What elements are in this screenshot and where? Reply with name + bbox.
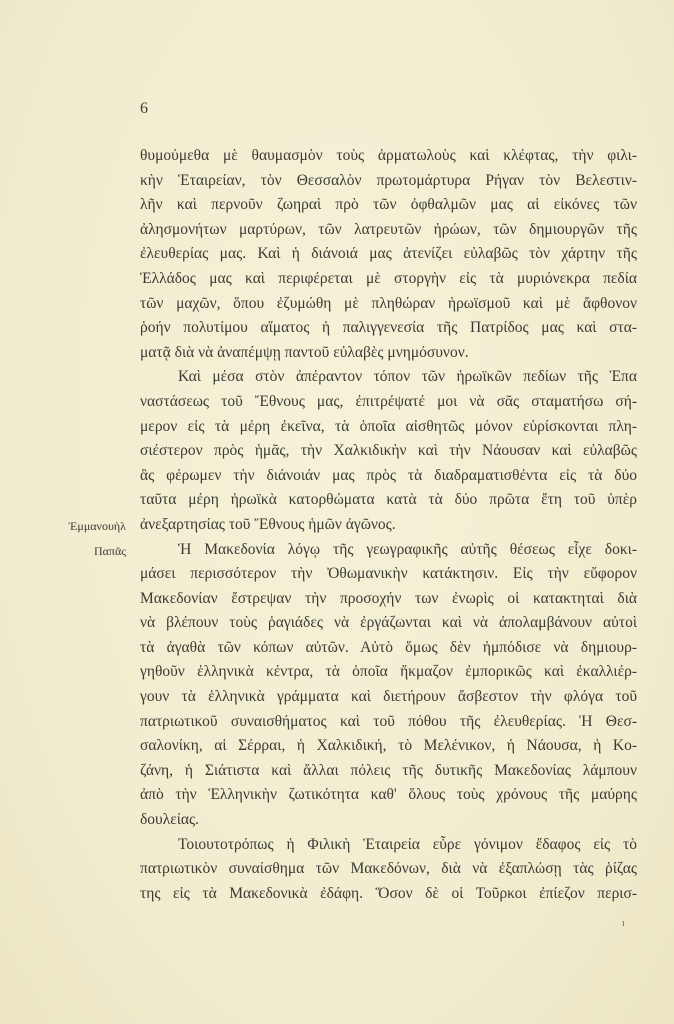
scan-speck: ı — [622, 918, 625, 929]
text-line: ἂς φέρωμεν τὴν διάνοιάν μας πρὸς τὰ διαδραματισθέντα εἰς τὰ δύο — [140, 466, 637, 484]
text-line: θυμούμεθα μὲ θαυμασμὸν τοὺς ἁρματωλοὺς καὶ κλέφτας, τὴν φιλι- — [140, 147, 637, 164]
paragraph — [140, 144, 637, 365]
text-line: γηθοῦν ἑλληνικὰ κέντρα, τὰ ὁποῖα ἤκμαζον ἐμπορικῶς καὶ ἐκαλλιέρ- — [140, 663, 637, 681]
text-line: τὰ ἀγαθὰ τῶν κόπων αὐτῶν. Αὐτὸ ὅμως δὲν ἠμπόδισε νὰ δημιουρ- — [140, 638, 637, 656]
margin-note-line: Ἐμμανουὴλ — [68, 519, 126, 533]
text-line: σιέστερον πρὸς ἡμᾶς, τὴν Χαλκιδικὴν καὶ τὴν Νάουσαν καὶ εὐλαβῶς — [140, 442, 637, 460]
text-line: της εἰς τὰ Μακεδονικὰ ἐδάφη. Ὅσον δὲ οἱ Τοῦρκοι ἐπίεζον περισ- — [140, 884, 637, 902]
text-line: ματᾷ διὰ νὰ ἀναπέμψῃ παντοῦ εὐλαβὲς μνημόσυνον. — [140, 343, 469, 361]
paragraph — [140, 538, 637, 833]
text-line: κὴν Ἑταιρείαν, τὸν Θεσσαλὸν πρωτομάρτυρα Ρήγαν τὸν Βελεστιν- — [140, 171, 637, 189]
text-line: ζάνη, ἡ Σιάτιστα καὶ ἄλλαι πόλεις τῆς δυτικῆς Μακεδονίας λάμπουν — [140, 761, 637, 779]
text-line: λῆν καὶ περνοῦν ζωηραὶ πρὸ τῶν ὀφθαλμῶν μας αἱ εἰκόνες τῶν — [140, 196, 637, 214]
text-line: ναστάσεως τοῦ Ἔθνους μας, ἐπιτρέψατέ μοι νὰ σᾶς σταματήσω σή- — [140, 392, 637, 410]
text-line: Τοιουτοτρόπως ἡ Φιλικὴ Ἑταιρεία εὗρε γόνιμον ἔδαφος εἰς τὸ — [178, 835, 637, 853]
text-line: πατριωτικοῦ συναισθήματος καὶ τοῦ πόθου τῆς ἐλευθερίας. Ἡ Θεσ- — [140, 712, 637, 730]
text-line: Καὶ μέσα στὸν ἀπέραντον τόπον τῶν ἡρωϊκῶν πεδίων τῆς Ἐπα — [178, 368, 637, 386]
text-line: Μακεδονίαν ἔστρεψαν τὴν προσοχήν των ἐνωρὶς οἱ κατακτηταὶ διὰ — [140, 589, 637, 607]
paragraph — [140, 833, 637, 907]
page-number: 6 — [140, 100, 148, 117]
text-line: ἀνεξαρτησίας τοῦ Ἔθνους ἡμῶν ἀγῶνος. — [140, 515, 396, 533]
text-line: τῶν μαχῶν, ὅπου ἐζυμώθη μὲ πληθώραν ἡρωϊσμοῦ καὶ μὲ ἄφθονον — [140, 294, 637, 312]
text-line: γουν τὰ ἑλληνικὰ γράμματα καὶ διετήρουν ἄσβεστον τὴν φλόγα τοῦ — [140, 688, 637, 706]
text-line: ἐλευθερίας μας. Καὶ ἡ διάνοιά μας ἀτενίζει εὐλαβῶς τὸν χάρτην τῆς — [140, 245, 637, 263]
text-line: δουλείας. — [140, 811, 200, 829]
text-line: ἀπὸ τὴν Ἑλληνικὴν ζωτικότητα καθ' ὅλους τοὺς χρόνους τῆς μαύρης — [140, 786, 637, 804]
text-line: μάσει περισσότερον τὴν Ὀθωμανικὴν κατάκτησιν. Εἰς τὴν εὔφορον — [140, 565, 637, 583]
body-text — [140, 144, 637, 906]
text-line: ταῦτα μέρη ἡρωϊκὰ κατορθώματα κατὰ τὰ δύο πρῶτα ἔτη τοῦ ὑπὲρ — [140, 491, 637, 509]
paragraph — [140, 365, 637, 537]
text-line: μερον εἰς τὰ μέρη ἐκεῖνα, τὰ ὁποῖα αἰσθητῶς μόνον εὑρίσκονται πλη- — [140, 417, 637, 435]
text-line: ἀλησμονήτων μαρτύρων, τῶν λατρευτῶν ἡρώων, τῶν δημιουργῶν τῆς — [140, 220, 637, 238]
text-line: ῥοήν πολυτίμου αἵματος ἡ παλιγγενεσία τῆς Πατρίδος μας καὶ στα- — [140, 319, 637, 337]
margin-note — [30, 514, 126, 563]
text-line: Ἑλλάδος μας καὶ περιφέρεται μὲ στοργὴν εἰς τὰ μυριόνεκρα πεδία — [140, 269, 637, 287]
margin-note-line: Παπᾶς — [93, 543, 126, 558]
text-line: νὰ βλέπουν τοὺς ῥαγιάδες νὰ ἐργάζωνται καὶ νὰ ἀπολαμβάνουν αὐτοὶ — [140, 614, 637, 632]
text-line: Ἡ Μακεδονία λόγῳ τῆς γεωγραφικῆς αὐτῆς θέσεως εἶχε δοκι- — [178, 540, 637, 558]
text-line: πατριωτικὸν συναίσθημα τῶν Μακεδόνων, διὰ νὰ ἐξαπλώσῃ τὰς ῥίζας — [140, 860, 637, 878]
text-line: σαλονίκη, αἱ Σέρραι, ἡ Χαλκιδική, τὸ Μελένικον, ἡ Νάουσα, ἡ Κο- — [140, 737, 637, 755]
